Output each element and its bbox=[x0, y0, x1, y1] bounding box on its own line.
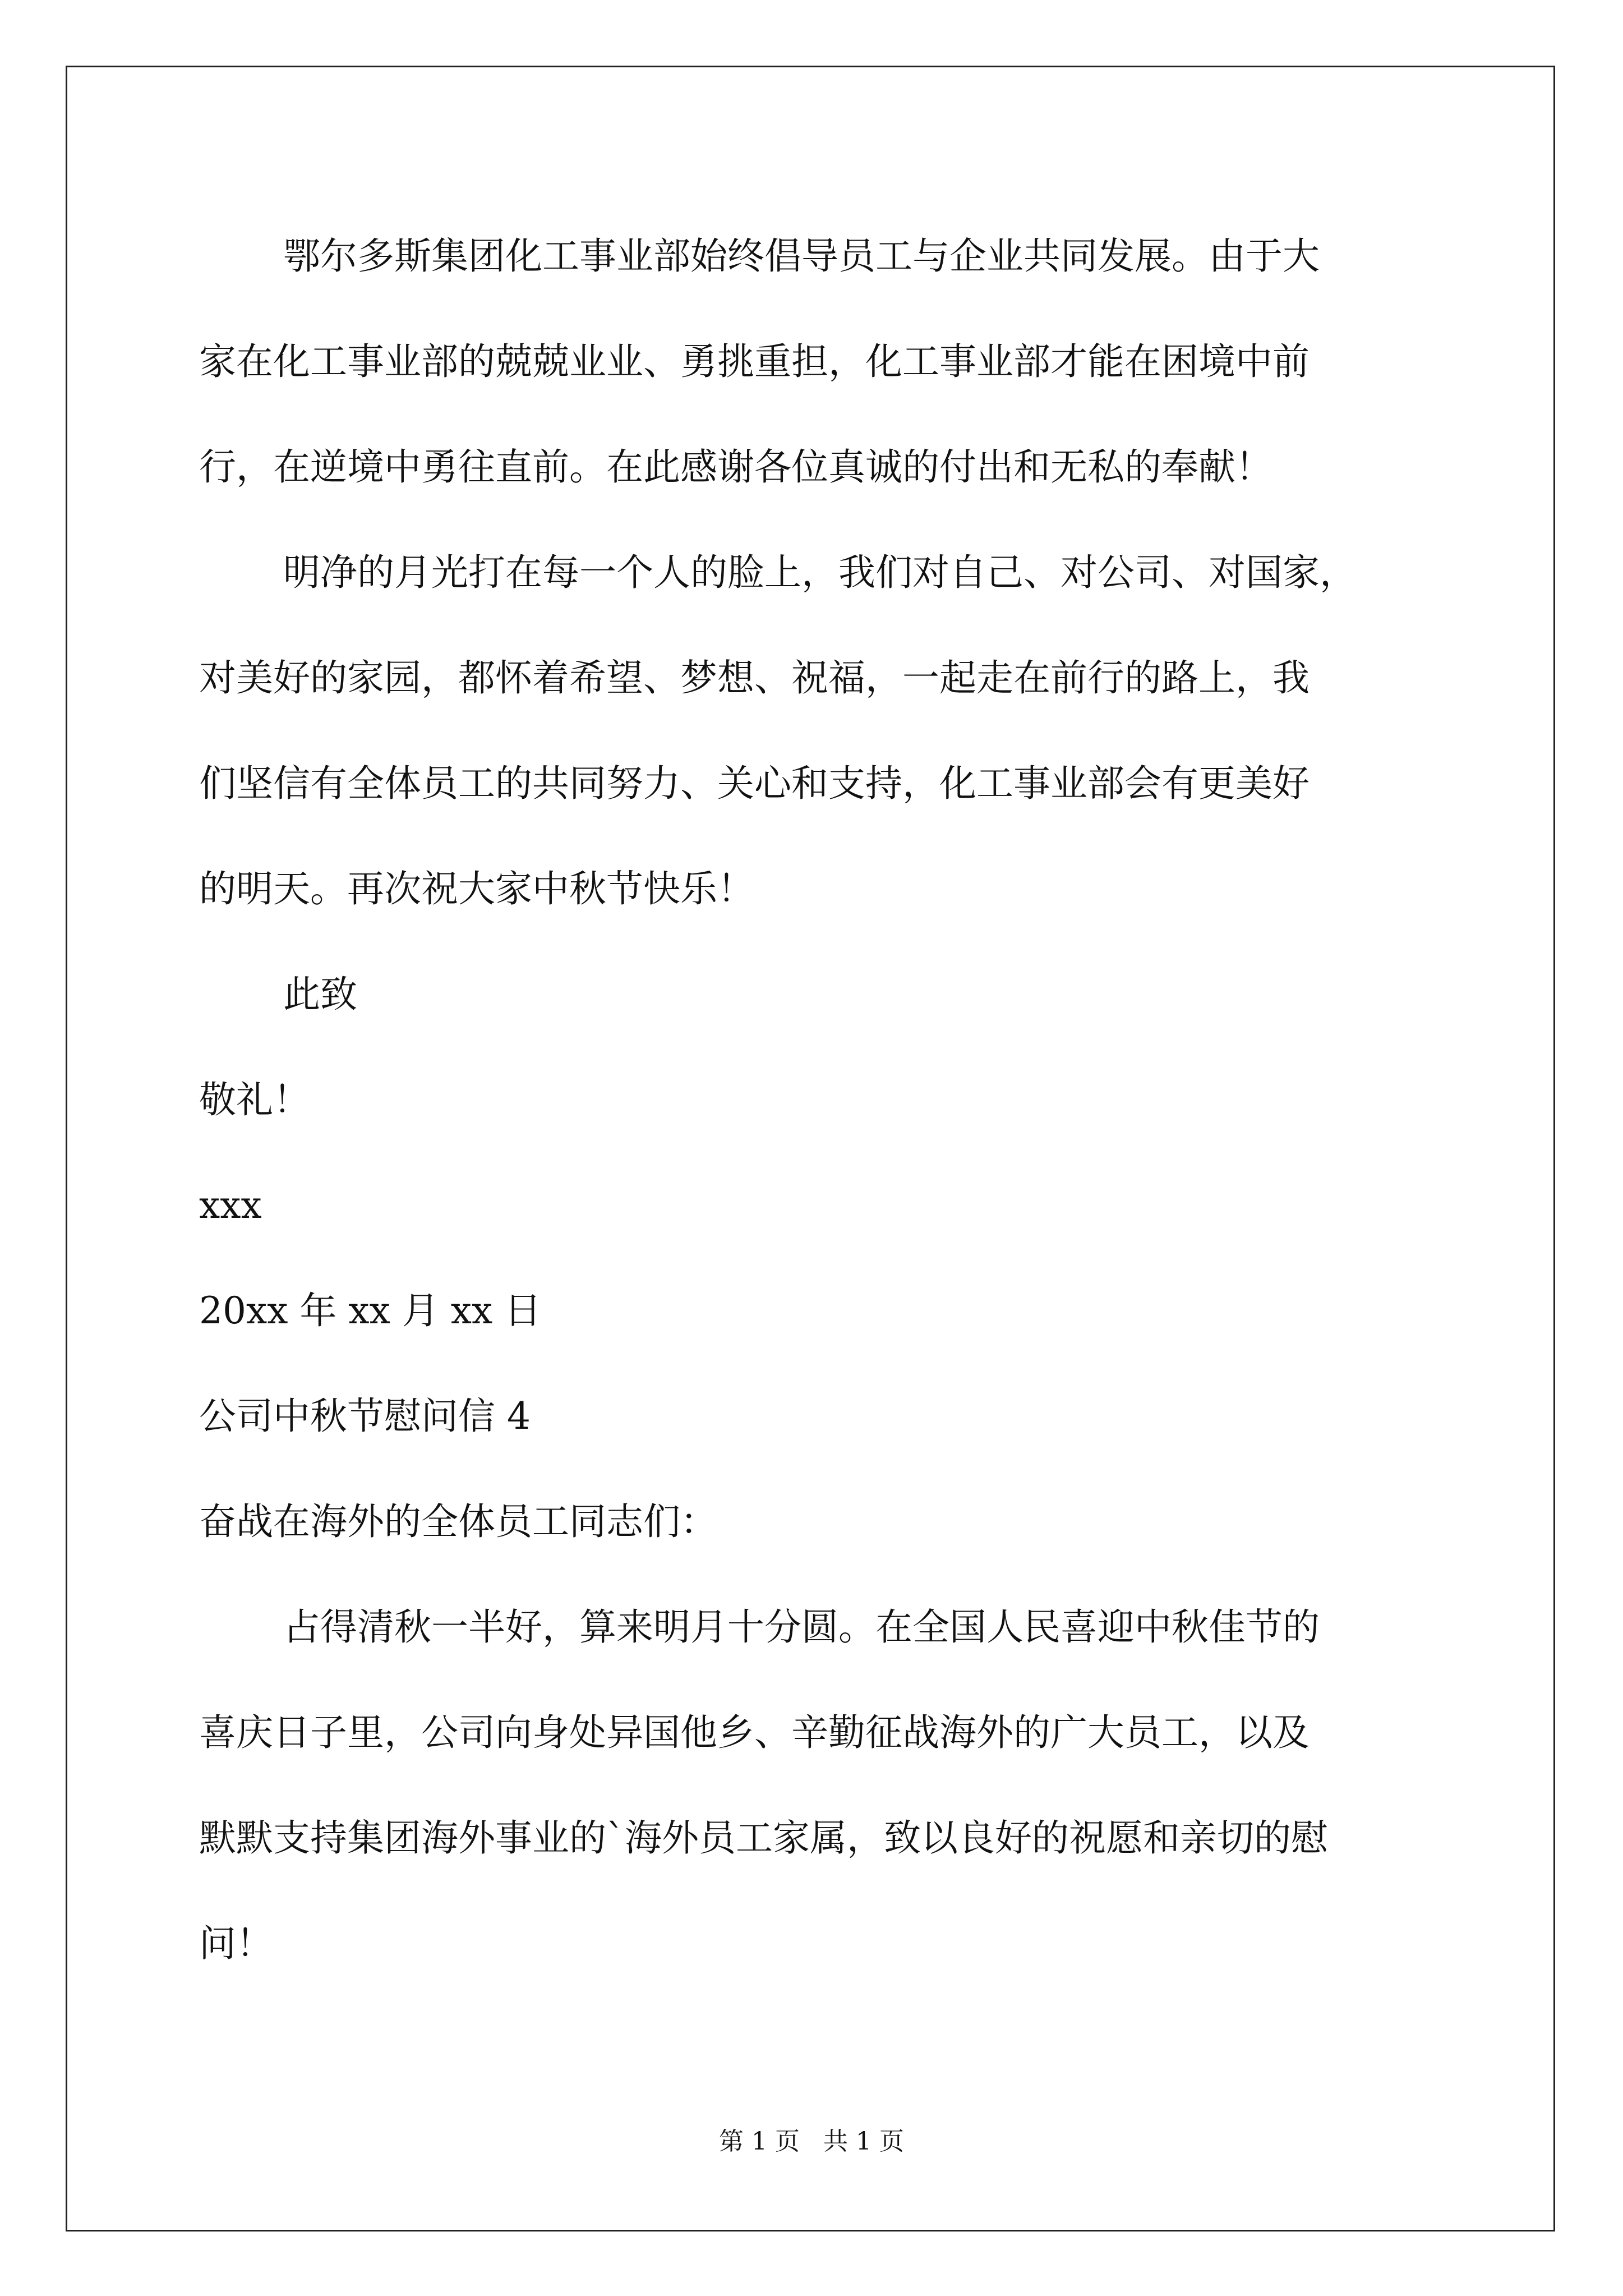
page-border bbox=[66, 66, 1555, 2231]
paragraph-3-line-4: 问！ bbox=[199, 1922, 273, 1965]
closing-text: 此致 bbox=[283, 973, 357, 1016]
paragraph-3-line-2: 喜庆日子里，公司向身处异国他乡、辛勤征战海外的广大员工，以及 bbox=[199, 1711, 1310, 1754]
paragraph-2-line-3: 们坚信有全体员工的共同努力、关心和支持，化工事业部会有更美好 bbox=[199, 762, 1310, 805]
signature-text: xxx bbox=[199, 1184, 262, 1227]
paragraph-3-line-3: 默默支持集团海外事业的`海外员工家属，致以良好的祝愿和亲切的慰 bbox=[199, 1816, 1328, 1860]
letter-heading: 公司中秋节慰问信 4 bbox=[199, 1395, 531, 1438]
salute-text: 敬礼！ bbox=[199, 1078, 310, 1121]
paragraph-2-line-2: 对美好的家园，都怀着希望、梦想、祝福，一起走在前行的路上，我 bbox=[199, 656, 1310, 700]
date-text: 20xx 年 xx 月 xx 日 bbox=[199, 1289, 542, 1332]
paragraph-2-line-1: 明净的月光打在每一个人的脸上，我们对自己、对公司、对国家， bbox=[283, 551, 1357, 594]
page-number-footer: 第 1 页 共 1 页 bbox=[719, 2127, 904, 2156]
paragraph-1-line-3: 行，在逆境中勇往直前。在此感谢各位真诚的付出和无私的奉献！ bbox=[199, 445, 1272, 489]
paragraph-1-line-2: 家在化工事业部的兢兢业业、勇挑重担，化工事业部才能在困境中前 bbox=[199, 340, 1310, 383]
paragraph-1-line-1: 鄂尔多斯集团化工事业部始终倡导员工与企业共同发展。由于大 bbox=[283, 234, 1320, 278]
paragraph-3-line-1: 占得清秋一半好，算来明月十分圆。在全国人民喜迎中秋佳节的 bbox=[283, 1605, 1320, 1649]
greeting-text: 奋战在海外的全体员工同志们： bbox=[199, 1500, 717, 1543]
paragraph-2-line-4: 的明天。再次祝大家中秋节快乐！ bbox=[199, 867, 754, 910]
